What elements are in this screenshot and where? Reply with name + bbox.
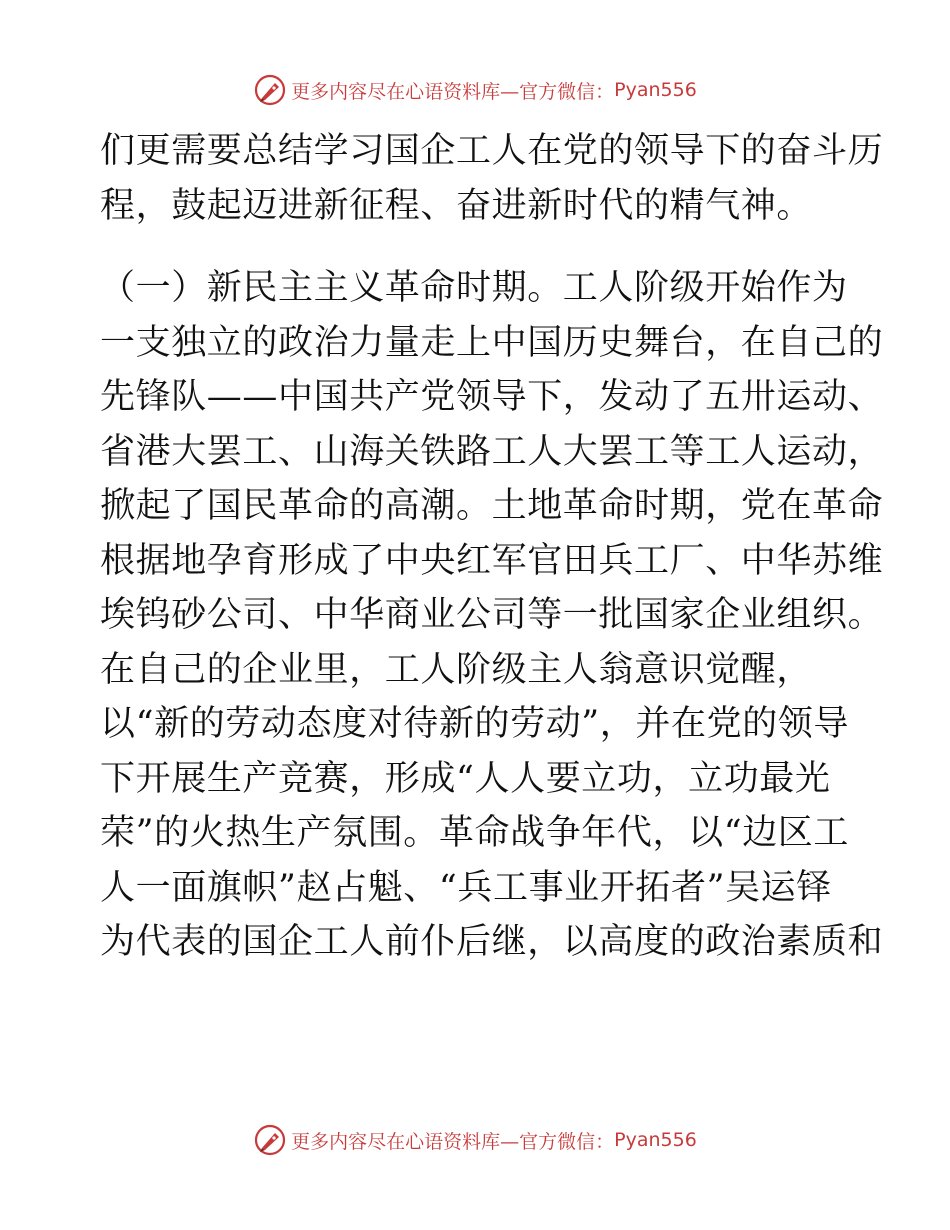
text-line: 人一面旗帜”赵占魁、“兵工事业开拓者”吴运铎 [100, 867, 832, 908]
footer-watermark [0, 1120, 950, 1160]
text-line: 荣”的火热生产氛围。革命战争年代，以“边区工 [100, 813, 849, 853]
text-line: 省港大罢工、山海关铁路工人大罢工等工人运动， [100, 431, 884, 472]
text-line: 先锋队——中国共产党领导下，发动了五卅运动、 [100, 377, 884, 417]
header-wechat-id: Pyan556 [614, 79, 697, 101]
footer-wechat-id: Pyan556 [614, 1129, 697, 1151]
text-line: 程，鼓起迈进新征程、奋进新时代的精气神。 [100, 185, 813, 226]
text-line: 掀起了国民革命的高潮。土地革命时期，党在革命 [100, 486, 884, 526]
pen-nib-logo-icon [253, 1123, 287, 1157]
pen-nib-logo-icon [253, 73, 287, 107]
text-line: 埃钨砂公司、中华商业公司等一批国家企业组织。 [100, 595, 884, 635]
header-brand-text: 更多内容尽在心语资料库—官方微信： [291, 80, 615, 103]
text-line: 一支独立的政治力量走上中国历史舞台，在自己的 [100, 322, 884, 363]
footer-brand-text: 更多内容尽在心语资料库—官方微信： [291, 1130, 615, 1153]
text-line: 下开展生产竞赛，形成“人人要立功，立功最光 [100, 758, 831, 799]
text-line: 们更需要总结学习国企工人在党的领导下的奋斗历 [100, 131, 884, 171]
header-watermark [0, 70, 950, 110]
text-line: （一）新民主主义革命时期。工人阶级开始作为 [100, 268, 848, 308]
document-body [100, 124, 884, 970]
text-line: 为代表的国企工人前仆后继，以高度的政治素质和 [100, 922, 884, 962]
text-line: 在自己的企业里，工人阶级主人翁意识觉醒， [100, 649, 813, 690]
text-line: 以“新的劳动态度对待新的劳动”，并在党的领导 [100, 704, 849, 744]
text-line: 根据地孕育形成了中央红军官田兵工厂、中华苏维 [100, 540, 884, 581]
